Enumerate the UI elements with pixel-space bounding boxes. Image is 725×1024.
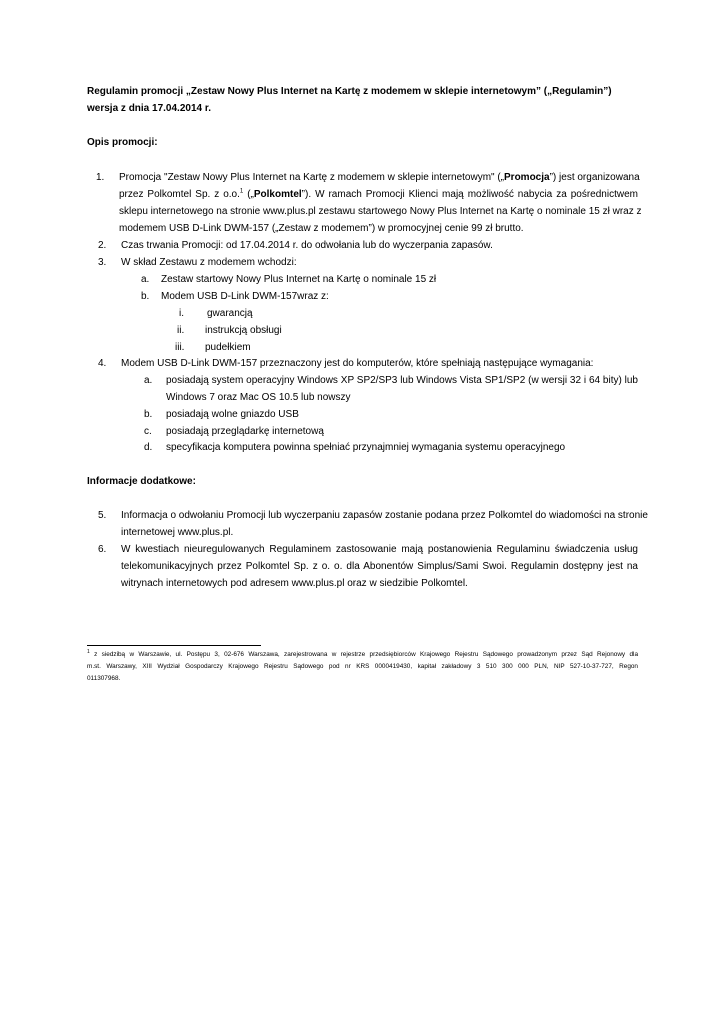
item4a-line1: posiadają system operacyjny Windows XP SP2/SP3 lub Windows Vista SP1/SP2 (w wersji 32 i 64 bity) lub — [166, 375, 638, 386]
list-roman: iii. — [175, 342, 185, 353]
item5-line1: Informacja o odwołaniu Promocji lub wyczerpaniu zapasów zostanie podana przez Polkomtel do wiadomości na stronie — [121, 510, 648, 521]
item3a-text: Zestaw startowy Nowy Plus Internet na Kartę o nominale 15 zł — [161, 274, 437, 285]
footnote-line3: 011307968. — [87, 675, 121, 682]
list-number: 4. — [98, 358, 107, 369]
list-number: 6. — [98, 544, 107, 555]
item4d-text: specyfikacja komputera powinna spełniać przynajmniej wymagania systemu operacyjnego — [166, 442, 566, 453]
item1-line2: przez Polkomtel Sp. z o.o.$^1$ („Polkomtel”). W ramach Promocji Klienci mają możliwość nabycia za pośrednictwem — [119, 188, 638, 200]
item6-line1: W kwestiach nieuregulowanych Regulaminem zastosowanie mają postanowienia Regulaminu świadczenia usług — [121, 544, 638, 555]
list-number: 2. — [98, 240, 107, 251]
item6-line2: telekomunikacyjnych przez Polkomtel Sp. z o. o. dla Abonentów Simplus/Sami Swoi. Regulamin dostępny jest na — [121, 561, 638, 572]
section-heading-opis: Opis promocji: — [87, 137, 158, 148]
footnote-ref: 1 — [239, 188, 244, 195]
list-number: 1. — [96, 172, 105, 183]
item1-line4: modemem USB D-Link DWM-157 („Zestaw z modemem”) w promocyjnej cenie 99 zł brutto. — [119, 223, 524, 234]
item3-text: W skład Zestawu z modemem wchodzi: — [121, 257, 297, 268]
item4c-text: posiadają przeglądarkę internetową — [166, 426, 324, 437]
item4b-text: posiadają wolne gniazdo USB — [166, 409, 299, 420]
document-version: wersja z dnia 17.04.2014 r. — [87, 103, 211, 114]
document-title: Regulamin promocji „Zestaw Nowy Plus Internet na Kartę z modemem w sklepie internetowym” („Regulamin”) — [87, 86, 612, 97]
list-letter: c. — [144, 426, 152, 437]
item6-line3: witrynach internetowych pod adresem www.plus.pl oraz w siedzibie Polkomtel. — [121, 578, 468, 589]
list-roman: i. — [179, 308, 184, 319]
list-letter: a. — [141, 274, 150, 285]
item3b-text: Modem USB D-Link DWM-157wraz z: — [161, 291, 329, 302]
item3bi-text: gwarancją — [207, 308, 253, 319]
item4a-line2: Windows 7 oraz Mac OS 10.5 lub nowszy — [166, 392, 351, 403]
item4-text: Modem USB D-Link DWM-157 przeznaczony jest do komputerów, które spełniają następujące wymagania: — [121, 358, 594, 369]
item2-text: Czas trwania Promocji: od 17.04.2014 r. do odwołania lub do wyczerpania zapasów. — [121, 240, 493, 251]
footnote-separator — [87, 645, 261, 646]
footnote-line1: $^1$ z siedzibą w Warszawie, ul. Postępu 3, 02-676 Warszawa, zarejestrowana w rejestrze przedsiębiorców Krajowego Rejestru Sądowego prowadzonym przez Sąd Rejonowy dla — [87, 648, 638, 658]
item1-line1: Promocja "Zestaw Nowy Plus Internet na Kartę z modemem w sklepie internetowym" („Promocja”) jest organizowana — [119, 172, 640, 183]
list-letter: b. — [144, 409, 153, 420]
item5-line2: internetowej www.plus.pl. — [121, 527, 234, 538]
footnote-line2: m.st. Warszawy, XIII Wydział Gospodarczy Krajowego Rejestru Sądowego pod nr KRS 0000419430, kapitał zakładowy 3 510 300 000 PLN, NIP 527-10-37-727, Regon — [87, 663, 638, 670]
item3bii-text: instrukcją obsługi — [205, 325, 282, 336]
list-letter: a. — [144, 375, 153, 386]
list-letter: d. — [144, 442, 153, 453]
list-number: 5. — [98, 510, 107, 521]
list-number: 3. — [98, 257, 107, 268]
section-heading-informacje: Informacje dodatkowe: — [87, 476, 196, 487]
list-letter: b. — [141, 291, 150, 302]
list-roman: ii. — [177, 325, 185, 336]
item1-line3: sklepu internetowego na stronie www.plus.pl zestawu startowego Nowy Plus Internet na Kartę o nominale 15 zł wraz z — [119, 206, 642, 217]
item3biii-text: pudełkiem — [205, 342, 251, 353]
